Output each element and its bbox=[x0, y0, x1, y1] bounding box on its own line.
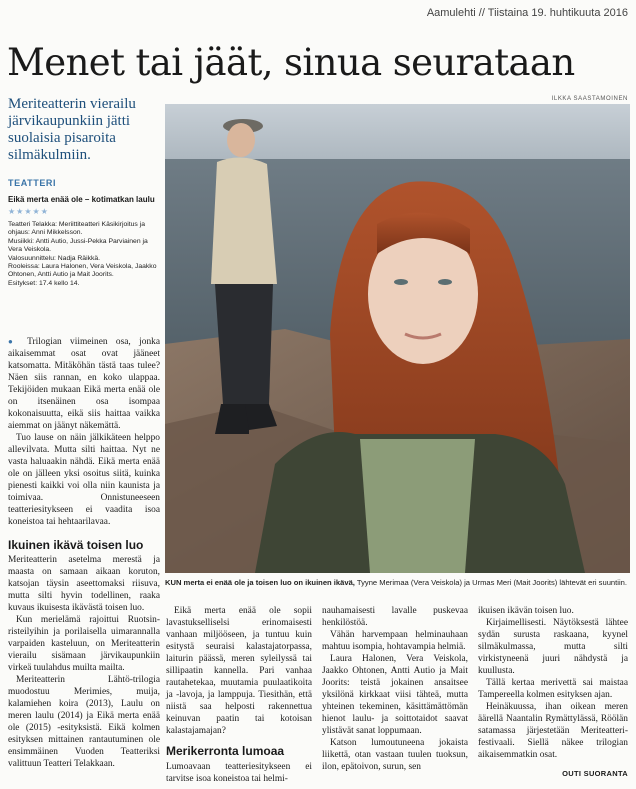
subheading: Ikuinen ikävä toisen luo bbox=[8, 538, 144, 552]
credit-line: Musiikki: Antti Autio, Jussi-Pekka Parviainen ja Vera Veiskola. bbox=[8, 237, 148, 254]
credit-line: Esitykset: 17.4 kello 14. bbox=[8, 279, 80, 287]
credit-line: Valosuunnittelu: Nadja Räikkä. bbox=[8, 254, 101, 262]
body-paragraph bbox=[8, 336, 160, 432]
credit-line: Teatteri Telakka: Meriittiteatteri Käsikirjoitus ja ohjaus: Anni Mikkelsson. bbox=[8, 221, 145, 237]
body-paragraph: Tuo lause on näin jälkikäteen helppo allevilvata. Mutta silti haittaa. Nyt ne vasta haluaakin nähdä. Eikä merta enää ole on jälleen yksi osoitus siitä, kuinka pienesti kaikki voi olla niin kaunista ja toimivaa. Onnistuneeseen teatteriesitykseen ei vaadita isoa koneistoa tai hehtaarilavaa. bbox=[8, 433, 160, 527]
bullet-icon: ● bbox=[8, 337, 19, 346]
photo-credit: ILKKA SAASTAMOINEN bbox=[551, 96, 628, 102]
body-paragraph: Tällä kertaa merivettä sai maistaa Tampereella kolmen esityksen ajan. bbox=[478, 678, 628, 700]
body-paragraph: Meriteatterin asetelma merestä ja maasta on samaan aikaan koruton, katsojan täysin aseettomaksi riisuva, mutta silti hyvin todellinen, raaka kuvaus ikuisesta ikävästä toisen luo. bbox=[8, 555, 160, 613]
section-label: TEATTERI bbox=[8, 178, 57, 188]
deck: Meriteatterin vierailu järvikaupunkiin jätti suolaisia pisaroita silmäkulmiin. bbox=[8, 96, 136, 163]
body-paragraph: ikuisen ikävän toisen luo. bbox=[478, 606, 574, 616]
work-title: Eikä merta enää ole – kotimatkan laulu bbox=[8, 195, 155, 204]
body-column-3 bbox=[322, 605, 468, 773]
author-byline: OUTI SUORANTA bbox=[562, 769, 628, 778]
body-column-left-top bbox=[8, 336, 160, 528]
rating-stars: ★★★★★ bbox=[8, 207, 49, 216]
headline: Menet tai jäät, sinua seurataan bbox=[7, 41, 575, 84]
body-paragraph: Eikä merta enää ole sopii lavastukselliselsi erinomaisesti vanhaan miljööseen, ja tuntuu kuin esitystä seuraisi kalastajatorpassa, laiturin päässä, meren syleilyssä tai sillipaatin kannella. Pari vanhaa rautahetekaa, muutamia puulaatikoita ja -lavoja, ja lamppuja. Tiesithän, että niistä saa helposti rakennettua keinuvan paatin tai kotoisan kalastajamajan? bbox=[166, 606, 312, 736]
review-info-box bbox=[8, 178, 160, 288]
body-paragraph: Laura Halonen, Vera Veiskola, Jaakko Ohtonen, Antti Autio ja Mait Joorits: teistä jokainen ansaitsee yksilönä kirkkaat viisi tähteä, mutta yhteinen tekeminen, käsittämättömän hienot laulu- ja soittotaidot saavat ylistävät sanat loppumaan. bbox=[322, 654, 468, 736]
article-photo bbox=[165, 104, 630, 573]
body-paragraph: Heinäkuussa, ihan oikean meren äärellä Naantalin Rymättylässä, Röölän satamassa järjestetään Meriteatteri-festivaali. Siellä näkee trilogian aikaisemmatkin osat. bbox=[478, 702, 628, 760]
body-paragraph: Meriteatterin Lähtö-trilogia muodostuu Merimies, muija, kalamiehen koira (2013), Laulu on meren laulu (2014) ja Eikä merta enää ole (2015) -esityksistä. Eikä kolmen esityksen mittainen rantautuminen ole ensimmäinen Vuoden Teatteriksi valittuun Teatteri Telakkaan. bbox=[8, 675, 160, 769]
photo-caption bbox=[165, 578, 630, 588]
body-paragraph: Kirjaimellisesti. Näytöksestä lähtee sydän surusta raskaana, kyynel silmäkulmassa, mutta silti virkistyneenä juuri nähdystä ja kuullusta. bbox=[478, 618, 628, 676]
credit-line: Rooleissa: Laura Halonen, Vera Veiskola, Jaakko Ohtonen, Antti Autio ja Mait Joorits. bbox=[8, 263, 157, 279]
body-paragraph: Kun merielämä rajoittui Ruotsin-risteilyihin ja porilaisella uimarannalla varpaiden kasteluun, on Meriteatterin vierailu sisämaan järvikaupunkiin virkeä tuulahdus muilta mailta. bbox=[8, 615, 160, 673]
body-column-4 bbox=[478, 605, 628, 761]
subheading: Merikerronta lumoaa bbox=[166, 744, 285, 758]
body-paragraph: Vähän harvempaan helminauhaan mahtuu isompia, hohtavampia helmiä. bbox=[322, 630, 468, 652]
caption-rest: Tyyne Merimaa (Vera Veiskola) ja Urmas Meri (Mait Joorits) lähtevät eri suuntiin. bbox=[354, 578, 627, 587]
body-paragraph: nauhamaisesti lavalle puskevaa henkilöstöä. bbox=[322, 606, 468, 628]
body-paragraph: Lumoavaan teatteriesitykseen ei tarvitse isoa koneistoa tai helmi- bbox=[166, 762, 312, 784]
masthead: Aamulehti // Tiistaina 19. huhtikuuta 2016 bbox=[426, 7, 628, 19]
caption-lead: KUN merta ei enää ole ja toisen luo on ikuinen ikävä, bbox=[165, 578, 355, 587]
paragraph-text: Trilogian viimeinen osa, jonka aikaisemmat osat ovat jääneet katsomatta. Mitäköhän tästä taas tulee? Näen siis rannan, en koko ulappaa. Tekijöiden mukaan Eikä merta enää ole on itsenäinen osa isompaa kokonaisuutta, eikä siis haittaa vaikka aiemmat on jäänyt näkemättä. bbox=[8, 337, 160, 431]
body-column-1 bbox=[8, 539, 160, 770]
body-paragraph: Katson lumoutuneena jokaista liikettä, otan vastaan tuulen tuoksun, ilon, epätoivon, surun, sen bbox=[322, 738, 468, 772]
body-column-2 bbox=[166, 605, 312, 785]
